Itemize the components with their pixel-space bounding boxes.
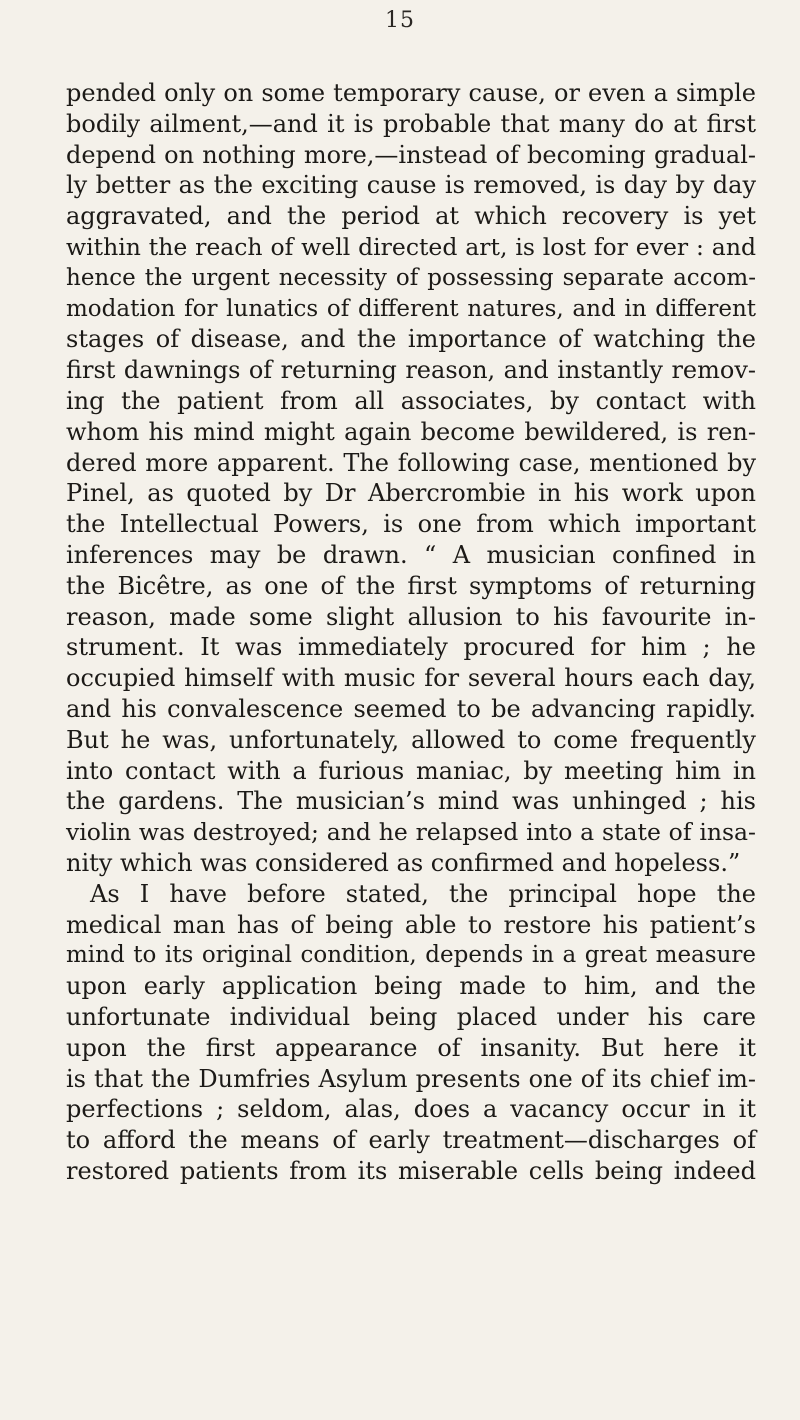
text-line: first dawnings of returning reason, and instantly remov- <box>66 356 756 385</box>
text-line: pended only on some temporary cause, or even a simple <box>66 79 756 107</box>
text-line: But he was, unfortunately, allowed to come frequently <box>66 725 756 754</box>
text-line: bodily ailment,—and it is probable that many do at first <box>66 109 756 138</box>
text-line: upon early application being made to him, and the <box>66 972 756 1001</box>
text-line: occupied himself with music for several hours each day, <box>66 664 756 693</box>
text-line: the Intellectual Powers, is one from which important <box>66 510 756 539</box>
text-line: into contact with a furious maniac, by meeting him in <box>66 756 756 785</box>
text-line: the gardens. The musician’s mind was unhinged ; his <box>66 787 756 816</box>
page-number: 15 <box>385 8 415 33</box>
text-line: restored patients from its miserable cells being indeed <box>66 1156 756 1185</box>
text-line: is that the Dumfries Asylum presents one of its chief im- <box>66 1064 756 1093</box>
text-line: stages of disease, and the importance of watching the <box>66 325 756 354</box>
text-line: strument. It was immediately procured for him ; he <box>66 633 756 662</box>
body-text <box>66 78 756 1187</box>
text-line: unfortunate individual being placed under his care <box>66 1002 756 1031</box>
text-line: the Bicêtre, as one of the first symptoms of returning <box>66 571 756 600</box>
text-line: and his convalescence seemed to be advancing rapidly. <box>66 694 756 723</box>
text-line: ing the patient from all associates, by contact with <box>66 386 756 415</box>
text-line: medical man has of being able to restore his patient’s <box>66 910 756 939</box>
text-line: depend on nothing more,—instead of becoming gradual- <box>66 140 756 169</box>
text-line: mind to its original condition, depends in a great measure <box>66 942 756 969</box>
text-line: Pinel, as quoted by Dr Abercrombie in his work upon <box>66 479 756 508</box>
text-line: perfections ; seldom, alas, does a vacancy occur in it <box>66 1095 756 1124</box>
text-line: dered more apparent. The following case, mentioned by <box>66 448 756 477</box>
text-line: to afford the means of early treatment—discharges of <box>66 1126 756 1155</box>
text-line: nity which was considered as confirmed and hopeless.” <box>66 848 741 877</box>
text-line: hence the urgent necessity of possessing separate accom- <box>66 264 756 291</box>
text-line-paragraph-start: As I have before stated, the principal hope the <box>90 879 756 908</box>
text-line: violin was destroyed; and he relapsed into a state of insa- <box>66 818 756 847</box>
text-line: aggravated, and the period at which recovery is yet <box>66 202 756 231</box>
text-line: whom his mind might again become bewildered, is ren- <box>66 417 756 446</box>
text-line: ly better as the exciting cause is removed, is day by day <box>66 171 756 200</box>
text-line: within the reach of well directed art, is lost for ever : and <box>66 232 756 261</box>
text-line: inferences may be drawn. “ A musician confined in <box>66 540 756 569</box>
text-line: reason, made some slight allusion to his favourite in- <box>66 602 756 631</box>
text-line: modation for lunatics of different natures, and in different <box>66 295 756 322</box>
text-line: upon the first appearance of insanity. But here it <box>66 1033 756 1062</box>
